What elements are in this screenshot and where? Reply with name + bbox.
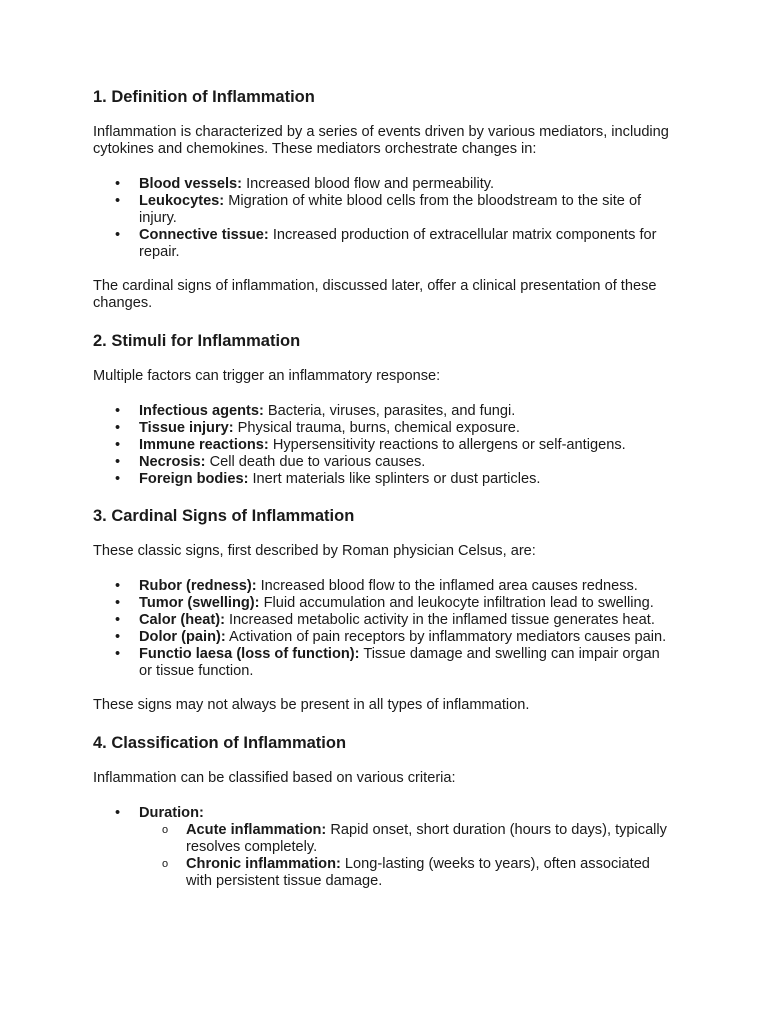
- bullet-icon: •: [115, 420, 121, 436]
- bullet-icon: •: [115, 193, 121, 209]
- bullet-icon: •: [115, 437, 121, 453]
- item-text: Bacteria, viruses, parasites, and fungi.: [263, 403, 516, 419]
- bullet-icon: •: [115, 578, 121, 594]
- item-term: Tumor (swelling):: [139, 595, 260, 611]
- bullet-icon: •: [115, 805, 121, 821]
- section-heading: 2. Stimuli for Inflammation: [93, 332, 301, 350]
- list-item: [93, 403, 672, 420]
- bullet-list: [93, 403, 672, 488]
- circle-bullet-icon: o: [162, 858, 169, 870]
- section-intro: These classic signs, first described by Roman physician Celsus, are:: [93, 543, 536, 559]
- item-text: Migration of white blood cells from the bloodstream to the site of injury.: [139, 193, 642, 226]
- section-definition: [93, 86, 672, 312]
- item-text: Inert materials like splinters or dust particles.: [248, 471, 541, 487]
- bullet-icon: •: [115, 646, 121, 662]
- item-text: Activation of pain receptors by inflammatory mediators causes pain.: [225, 629, 667, 645]
- item-text: Fluid accumulation and leukocyte infiltration lead to swelling.: [259, 595, 654, 611]
- bullet-icon: •: [115, 612, 121, 628]
- list-item: [93, 176, 672, 193]
- section-outro: These signs may not always be present in all types of inflammation.: [93, 697, 530, 713]
- bullet-list: [93, 176, 672, 261]
- bullet-list: [93, 578, 672, 680]
- bullet-icon: •: [115, 471, 121, 487]
- bullet-icon: •: [115, 176, 121, 192]
- item-term: Chronic inflammation:: [186, 856, 341, 872]
- bullet-icon: •: [115, 454, 121, 470]
- section-intro: Inflammation is characterized by a series of events driven by various mediators, including cytokines and chemokines. These mediators orchestrate changes in:: [93, 124, 669, 157]
- item-term: Rubor (redness):: [139, 578, 257, 594]
- bullet-list: [93, 805, 672, 890]
- item-text: Physical trauma, burns, chemical exposure.: [233, 420, 520, 436]
- item-term: Tissue injury:: [139, 420, 234, 436]
- item-term: Foreign bodies:: [139, 471, 249, 487]
- item-term: Immune reactions:: [139, 437, 269, 453]
- circle-bullet-icon: o: [162, 824, 169, 836]
- bullet-icon: •: [115, 227, 121, 243]
- item-text: Increased production of extracellular matrix components for repair.: [139, 227, 657, 260]
- item-term: Infectious agents:: [139, 403, 264, 419]
- list-item: [93, 578, 672, 595]
- item-term: Functio laesa (loss of function):: [139, 646, 360, 662]
- sub-bullet-list: [139, 822, 672, 890]
- item-text: Long-lasting (weeks to years), often associated with persistent tissue damage.: [186, 856, 650, 889]
- item-term: Leukocytes:: [139, 193, 225, 209]
- section-heading: 4. Classification of Inflammation: [93, 734, 347, 752]
- item-text: Tissue damage and swelling can impair organ or tissue function.: [139, 646, 660, 679]
- item-text: Increased metabolic activity in the inflamed tissue generates heat.: [224, 612, 655, 628]
- list-item: [93, 612, 672, 629]
- item-term: Connective tissue:: [139, 227, 269, 243]
- section-intro: Inflammation can be classified based on various criteria:: [93, 770, 456, 786]
- list-item: [93, 471, 672, 488]
- section-heading: 3. Cardinal Signs of Inflammation: [93, 507, 355, 525]
- list-item: [93, 193, 672, 227]
- item-term: Calor (heat):: [139, 612, 225, 628]
- section-classification: [93, 732, 672, 890]
- list-item: [93, 595, 672, 612]
- list-item: [93, 454, 672, 471]
- item-text: Increased blood flow to the inflamed area causes redness.: [256, 578, 638, 594]
- section-heading: 1. Definition of Inflammation: [93, 88, 315, 106]
- sub-list-item: [93, 822, 672, 856]
- list-item: [93, 646, 672, 680]
- list-item: [93, 437, 672, 454]
- item-text: Rapid onset, short duration (hours to days), typically resolves completely.: [186, 822, 667, 855]
- item-term: Dolor (pain):: [139, 629, 226, 645]
- item-term: Necrosis:: [139, 454, 206, 470]
- list-item: [93, 805, 672, 890]
- section-cardinal-signs: [93, 505, 672, 714]
- item-term: Acute inflammation:: [186, 822, 327, 838]
- section-stimuli: [93, 330, 672, 488]
- bullet-icon: •: [115, 629, 121, 645]
- item-text: Cell death due to various causes.: [205, 454, 426, 470]
- sub-list-item: [93, 856, 672, 890]
- item-term: Blood vessels:: [139, 176, 243, 192]
- bullet-icon: •: [115, 403, 121, 419]
- item-term: Duration:: [139, 805, 204, 821]
- item-text: Increased blood flow and permeability.: [242, 176, 495, 192]
- list-item: [93, 420, 672, 437]
- list-item: [93, 629, 672, 646]
- section-outro: The cardinal signs of inflammation, discussed later, offer a clinical presentation of these changes.: [93, 278, 657, 311]
- item-text: Hypersensitivity reactions to allergens or self-antigens.: [268, 437, 626, 453]
- bullet-icon: •: [115, 595, 121, 611]
- section-intro: Multiple factors can trigger an inflammatory response:: [93, 368, 441, 384]
- list-item: [93, 227, 672, 261]
